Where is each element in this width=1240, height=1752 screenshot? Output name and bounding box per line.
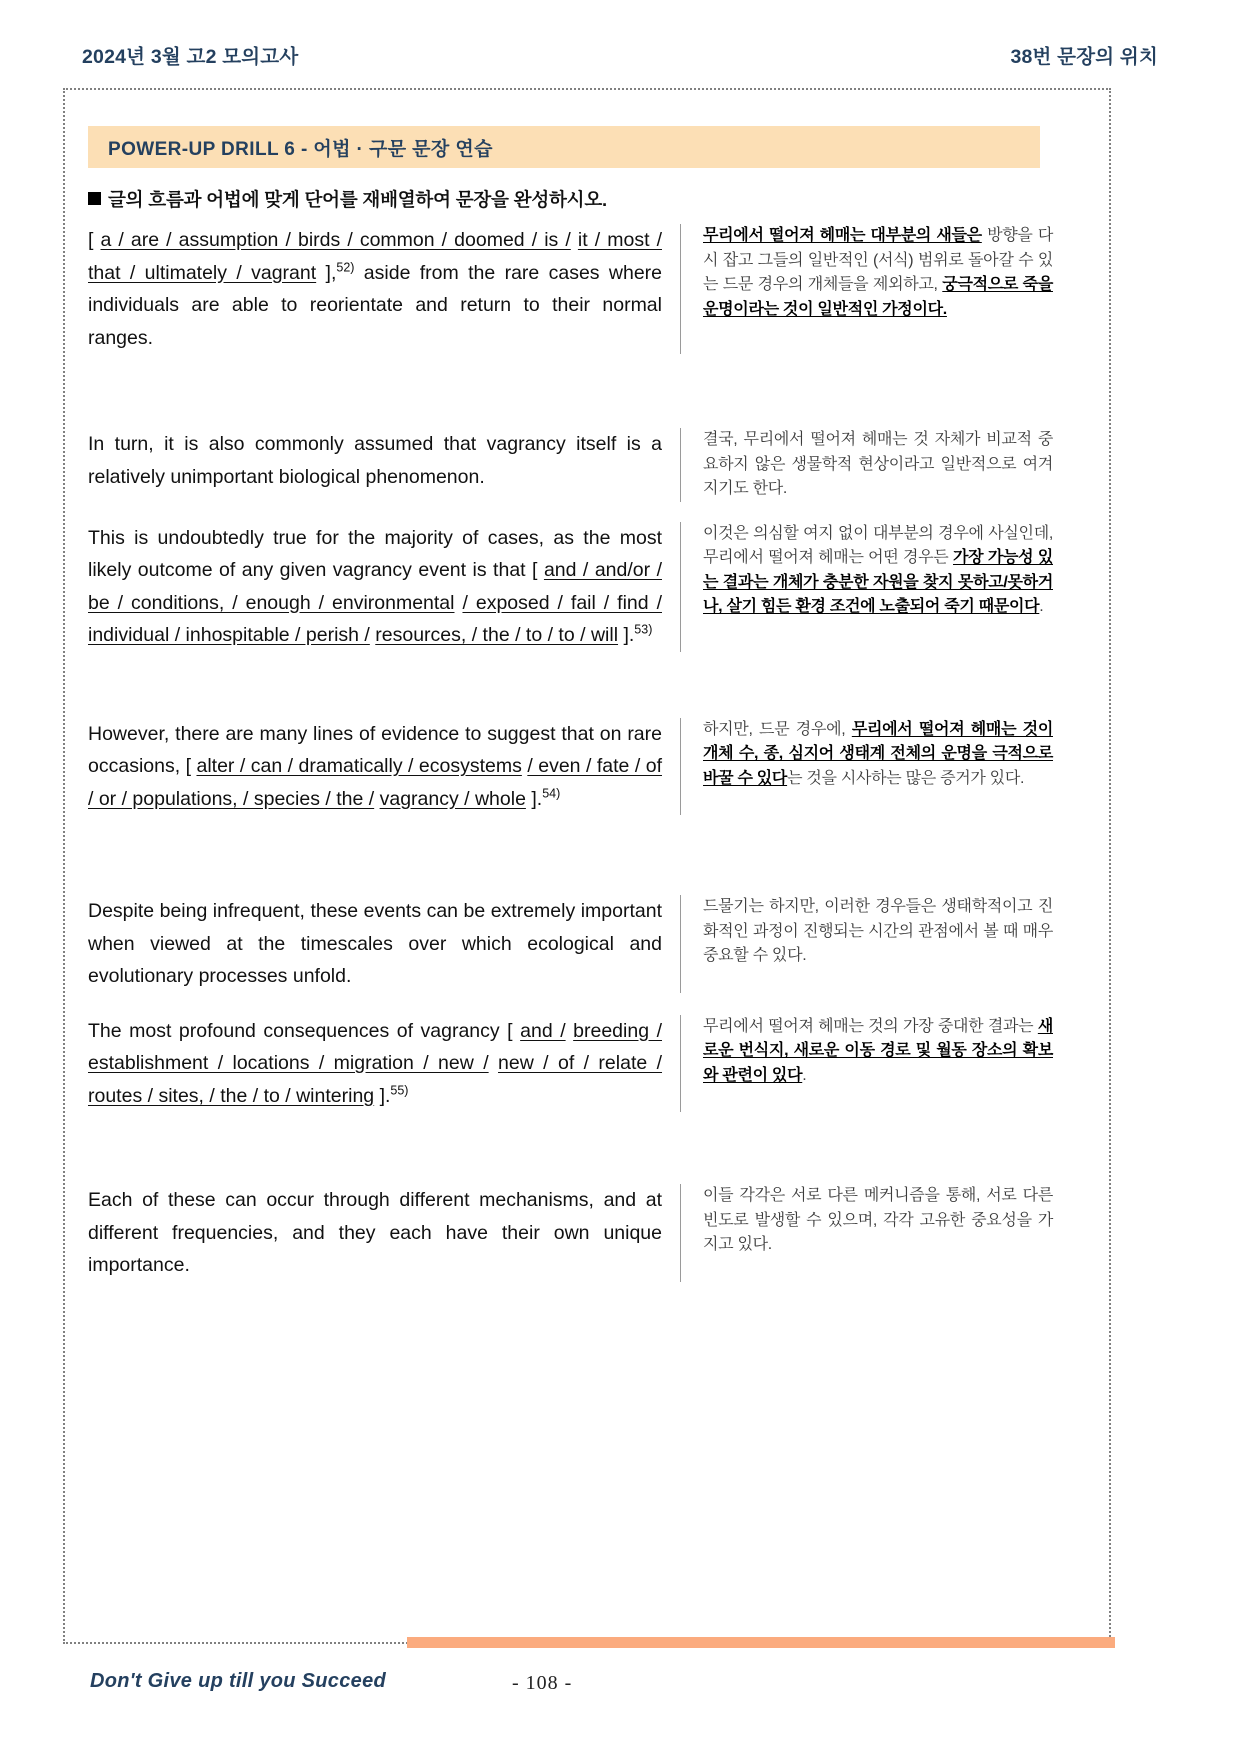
footnote-marker: 55) <box>390 1083 409 1097</box>
bracket-close: ]. <box>531 787 543 810</box>
english-sentence <box>88 1015 680 1113</box>
english-sentence <box>88 522 680 652</box>
bracket-close: ], <box>325 261 337 284</box>
sentence-lead: The most profound consequences of vagrancy <box>88 1019 508 1042</box>
bottom-accent-bar <box>407 1637 1115 1648</box>
sentence-tail: aside from the rare cases where individuals are able to reorientate and return to their normal ranges. <box>88 261 663 349</box>
translation-key-phrase: 무리에서 떨어져 헤매는 것이 개체 수, 종, 심지어 생태계 전체의 운명을 극적으로 바꿀 수 있다 <box>703 720 1053 787</box>
english-sentence <box>88 718 680 816</box>
header-question-label: 38번 문장의 위치 <box>1010 46 1158 68</box>
scrambled-word-list: / exposed / fail / find / individual / inhospitable / perish / <box>88 591 662 646</box>
header-exam-label: 2024년 3월 고2 모의고사 <box>82 46 299 68</box>
translation-text: 방향을 다시 잡고 그들의 일반적인 (서식) 범위로 돌아갈 수 있는 드문 경우의 개체들을 제외하고, <box>703 227 1053 293</box>
footnote-marker: 52) <box>336 260 355 274</box>
korean-translation <box>681 428 1053 502</box>
scrambled-word-list: resources, / the / to / to / will <box>375 624 619 646</box>
scrambled-word-list: and / <box>520 1019 566 1042</box>
bracket-close: ]. <box>379 1084 391 1107</box>
bracket-open: [ <box>532 559 544 581</box>
bracket-open: [ <box>88 229 101 251</box>
drill-title-band <box>88 126 1040 168</box>
sentence-text: Each of these can occur through different mechanisms, and at different frequencies, and they each have their own unique importance. <box>88 1189 662 1276</box>
exercise-row <box>88 224 1088 354</box>
footnote-marker: 54) <box>542 786 561 800</box>
filled-square-bullet-icon <box>88 192 101 205</box>
translation-text: 무리에서 떨어져 헤매는 것의 가장 중대한 결과는 <box>703 1017 1038 1035</box>
english-sentence <box>88 1184 680 1282</box>
translation-text: 이들 각각은 서로 다른 메커니즘을 통해, 서로 다른 빈도로 발생할 수 있으며, 각각 고유한 중요성을 가지고 있다. <box>703 1187 1053 1253</box>
footnote-marker: 53) <box>634 622 653 637</box>
scrambled-word-list: a / are / assumption / birds / common / doomed / is / <box>100 229 571 251</box>
translation-text: 는 것을 시사하는 많은 증거가 있다. <box>787 769 1025 787</box>
instruction-line <box>88 186 1048 212</box>
exercise-row <box>88 895 1088 993</box>
page-footer <box>82 1670 1158 1710</box>
sentence-lead: This is undoubtedly true for the majority of cases, as the most likely outcome of any given vagrancy event is that <box>88 526 662 581</box>
worksheet-frame <box>63 88 1111 1644</box>
scrambled-word-list: it / most / that / ultimately / vagrant <box>88 229 662 284</box>
korean-translation <box>681 1015 1053 1089</box>
scrambled-word-list: vagrancy / whole <box>379 787 526 810</box>
english-sentence <box>88 224 680 354</box>
sentence-text: Despite being infrequent, these events can be extremely important when viewed at the timescales over which ecological and evolutionary processes unfold. <box>88 900 662 987</box>
sentence-lead: However, there are many lines of evidence to suggest that on rare occasions, <box>88 722 662 777</box>
korean-translation <box>681 1184 1053 1258</box>
instruction-text: 글의 흐름과 어법에 맞게 단어를 재배열하여 문장을 완성하시오. <box>108 189 607 210</box>
scrambled-word-list: and / and/or / be / conditions, / enough / environmental <box>88 559 662 614</box>
scrambled-word-list: breeding / establishment / locations / migration / new / <box>88 1019 662 1074</box>
translation-key-phrase: 새로운 번식지, 새로운 이동 경로 및 월동 장소의 확보와 관련이 있다 <box>703 1017 1053 1084</box>
bracket-close: ]. <box>623 624 635 646</box>
scrambled-word-list: new / of / relate / routes / sites, / the / to / wintering <box>88 1052 663 1107</box>
page-number: - 108 - <box>512 1672 573 1694</box>
sentence-text: In turn, it is also commonly assumed that vagrancy itself is a relatively unimportant biological phenomenon. <box>88 433 662 488</box>
bracket-open: [ <box>507 1019 521 1042</box>
korean-translation <box>681 895 1053 969</box>
korean-translation <box>681 522 1053 620</box>
english-sentence <box>88 895 680 993</box>
exercise-row <box>88 428 1088 502</box>
translation-key-phrase: 가장 가능성 있는 결과는 개체가 충분한 자원을 찾지 못하고/못하거나, 살기 힘든 환경 조건에 노출되어 죽기 때문이다 <box>703 549 1053 615</box>
scrambled-word-list: alter / can / dramatically / ecosystems <box>196 755 522 777</box>
exercise-row <box>88 1015 1088 1113</box>
exercise-row <box>88 522 1088 652</box>
translation-text: . <box>802 1066 807 1084</box>
korean-translation <box>681 718 1053 792</box>
scrambled-word-list: / even / fate / of / or / populations, / species / the / <box>88 755 662 810</box>
translation-text: . <box>1039 598 1044 615</box>
page-header <box>82 38 1158 72</box>
translation-text: 결국, 무리에서 떨어져 헤매는 것 자체가 비교적 중요하지 않은 생물학적 현상이라고 일반적으로 여겨지기도 한다. <box>703 431 1053 497</box>
translation-text: 하지만, 드문 경우에, <box>703 720 852 738</box>
bracket-open: [ <box>185 755 197 777</box>
footer-motto: Don't Give up till you Succeed <box>90 1670 387 1692</box>
english-sentence <box>88 428 680 493</box>
exercise-row <box>88 718 1088 816</box>
drill-title: POWER-UP DRILL 6 - 어법 · 구문 문장 연습 <box>108 138 493 160</box>
translation-key-phrase: 무리에서 떨어져 헤매는 대부분의 새들은 <box>703 227 982 244</box>
translation-text: 이것은 의심할 여지 없이 대부분의 경우에 사실인데, 무리에서 떨어져 헤매는 어떤 경우든 <box>703 524 1053 566</box>
exercise-row <box>88 1184 1088 1282</box>
translation-key-phrase: 궁극적으로 죽을 운명이라는 것이 일반적인 가정이다. <box>703 276 1053 318</box>
exercise-list <box>88 224 1088 1594</box>
translation-text: 드물기는 하지만, 이러한 경우들은 생태학적이고 진화적인 과정이 진행되는 시간의 관점에서 볼 때 매우 중요할 수 있다. <box>703 898 1053 964</box>
korean-translation <box>681 224 1053 322</box>
